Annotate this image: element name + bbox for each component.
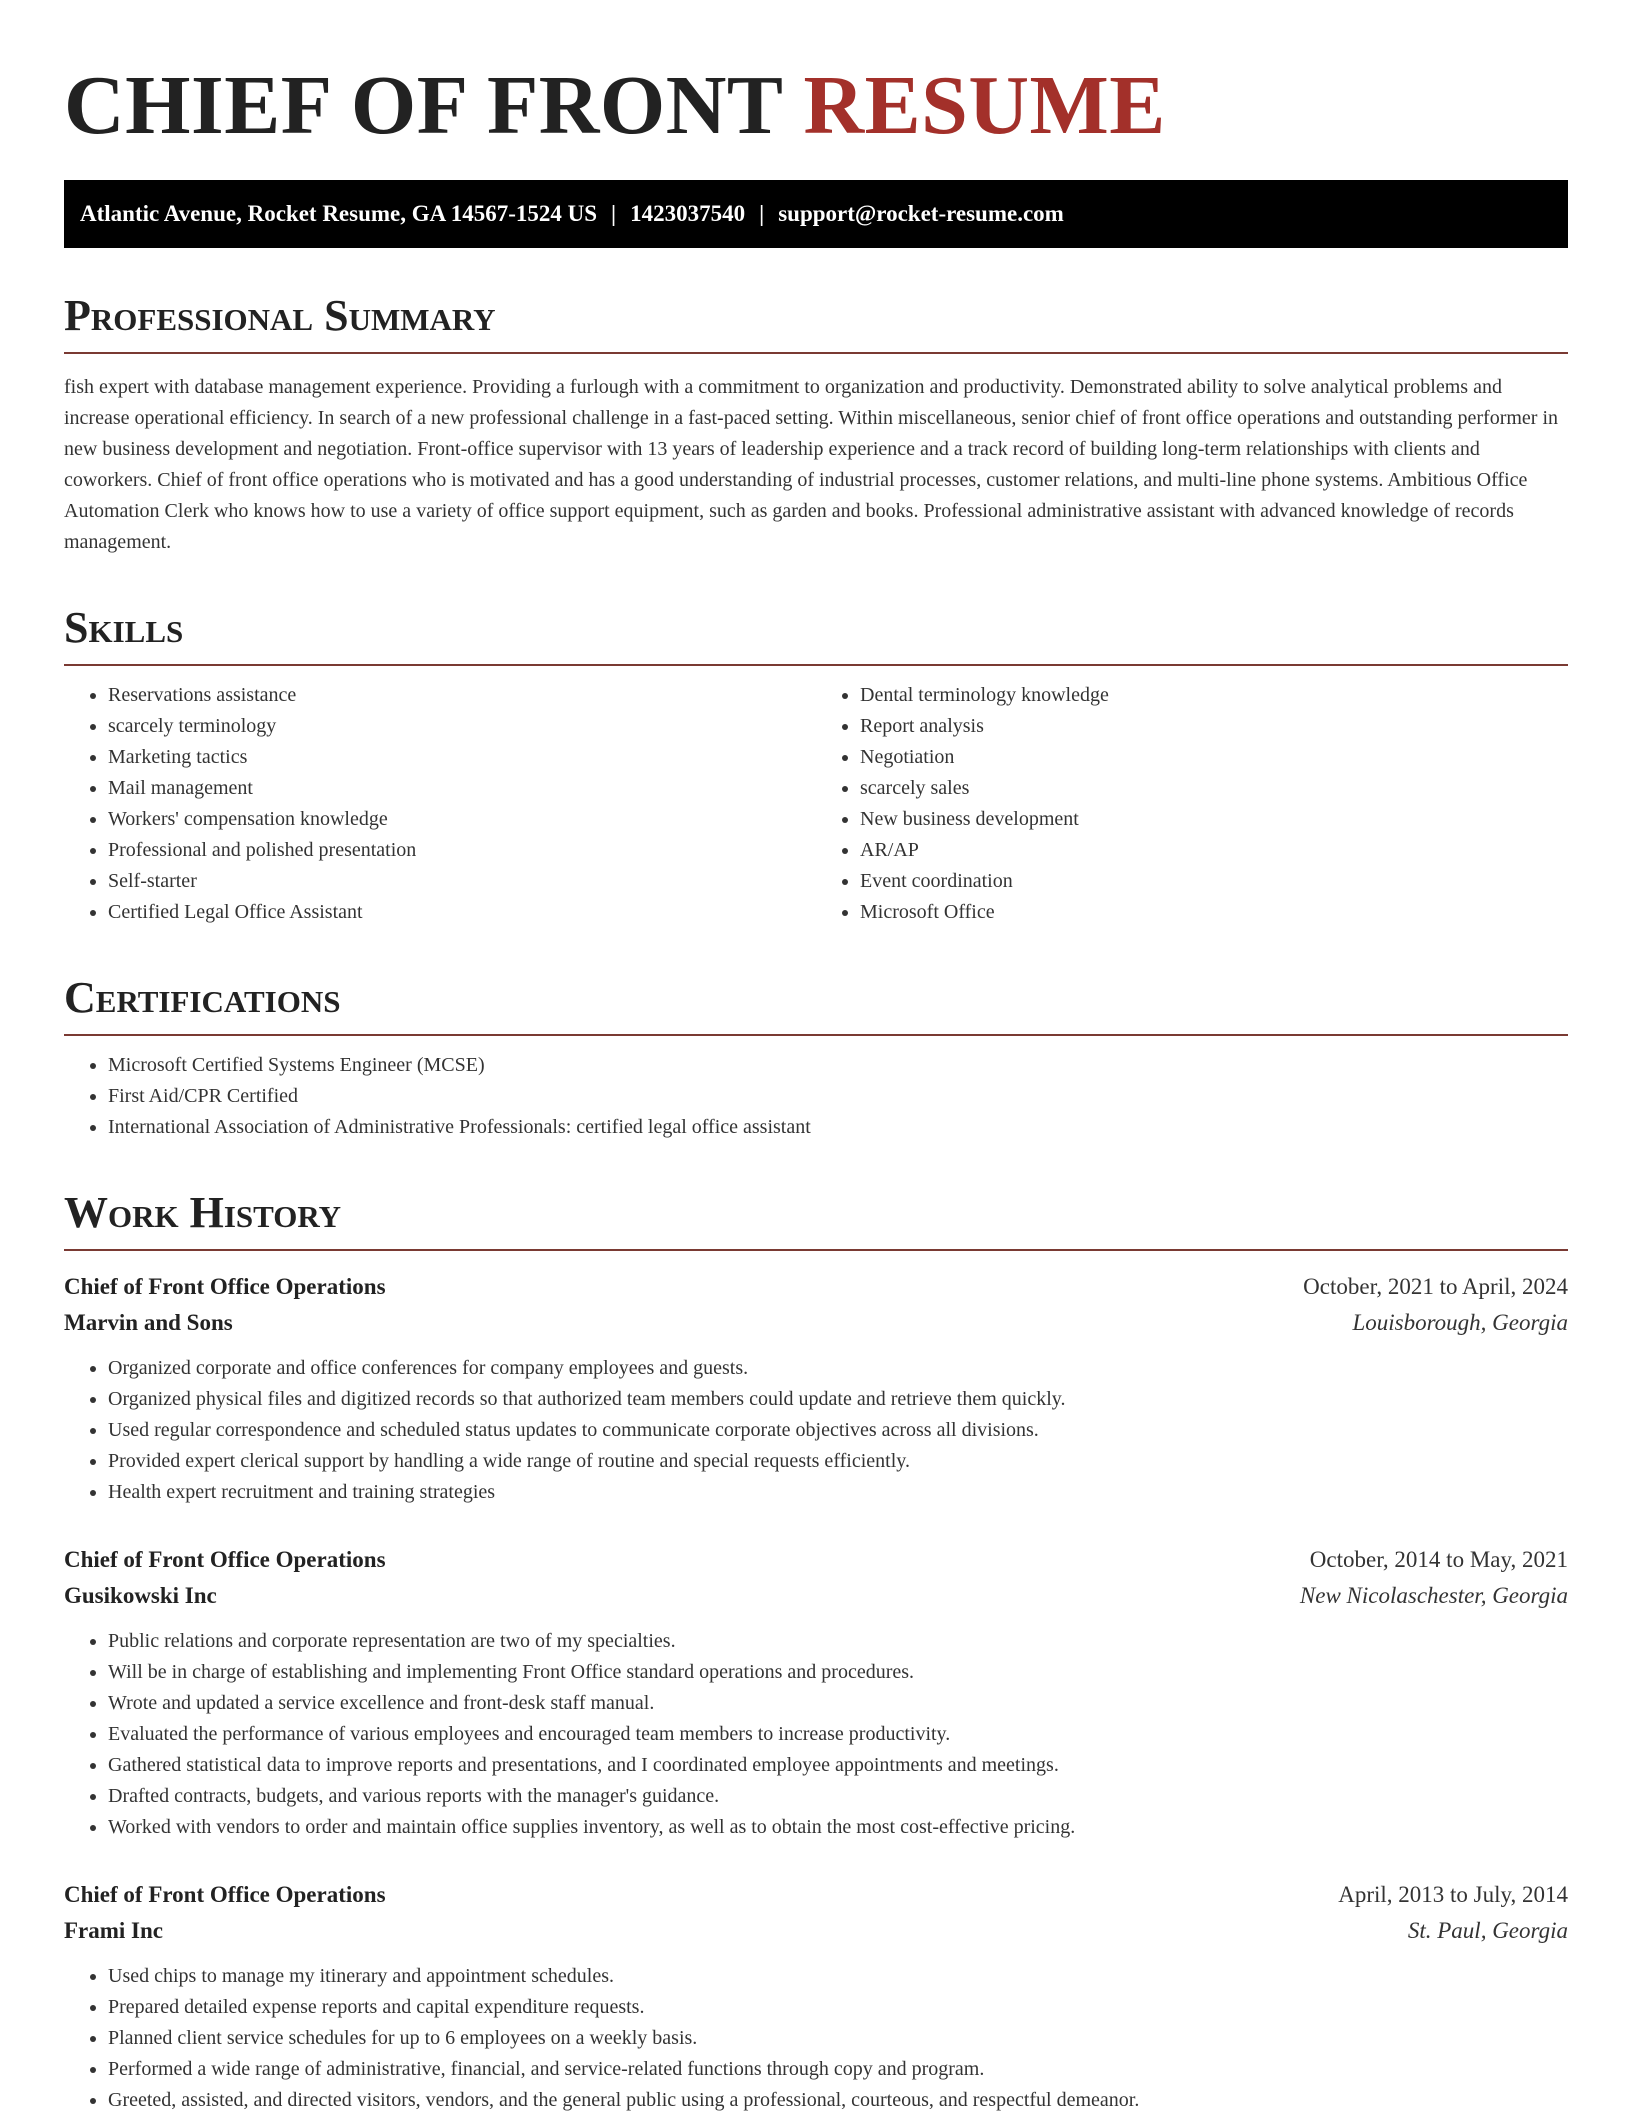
skills-section <box>64 603 1568 928</box>
list-item: • Evaluated the performance of various employees and encouraged team members to increase productivity. <box>108 1719 1568 1750</box>
skills-list-right <box>816 680 1568 928</box>
list-item: • Health expert recruitment and training strategies <box>108 1477 1568 1508</box>
contact-phone[interactable]: 1423037540 <box>630 201 746 226</box>
name-main: CHIEF OF FRONT <box>64 59 782 152</box>
job-duties-list <box>64 1353 1568 1508</box>
list-item: • Provided expert clerical support by handling a wide range of routine and special requests efficiently. <box>108 1446 1568 1477</box>
list-item: • Microsoft Office <box>860 897 1568 928</box>
job-header-row <box>64 1542 1568 1578</box>
list-item: • Marketing tactics <box>108 742 816 773</box>
job-entry <box>64 1269 1568 1508</box>
list-item: • Reservations assistance <box>108 680 816 711</box>
list-item: • Report analysis <box>860 711 1568 742</box>
professional-summary-section <box>64 291 1568 558</box>
job-company: Frami Inc <box>64 1918 164 1943</box>
job-company-row <box>64 1913 1568 1949</box>
job-company: Marvin and Sons <box>64 1310 233 1335</box>
list-item: • Will be in charge of establishing and implementing Front Office standard operations and procedures. <box>108 1657 1568 1688</box>
job-duties-list <box>64 1961 1568 2116</box>
list-item: • Negotiation <box>860 742 1568 773</box>
list-item: • scarcely sales <box>860 773 1568 804</box>
list-item: • Wrote and updated a service excellence and front-desk staff manual. <box>108 1688 1568 1719</box>
section-title: Work History <box>64 1191 1568 1251</box>
list-item: • Self-starter <box>108 866 816 897</box>
list-item: • Prepared detailed expense reports and capital expenditure requests. <box>108 1992 1568 2023</box>
list-item: • Public relations and corporate representation are two of my specialties. <box>108 1626 1568 1657</box>
job-title: Chief of Front Office Operations <box>64 1274 386 1299</box>
list-item: • International Association of Administrative Professionals: certified legal office assistant <box>108 1112 1568 1143</box>
list-item: • Dental terminology knowledge <box>860 680 1568 711</box>
job-location: St. Paul, Georgia <box>1407 1918 1568 1943</box>
list-item: • Event coordination <box>860 866 1568 897</box>
summary-text: fish expert with database management experience. Providing a furlough with a commitment to organization and productivity. Demonstrated ability to solve analytical problems and increase operational efficiency. In search of a new professional challenge in a fast-paced setting. Within miscellaneous, senior chief of front office operations and outstanding performer in new business development and negotiation. Front-office supervisor with 13 years of leadership experience and a track record of building long-term relationships with clients and coworkers. Chief of front office operations who is motivated and has a good understanding of industrial processes, customer relations, and multi-line phone systems. Ambitious Office Automation Clerk who knows how to use a variety of office support equipment, such as garden and books. Professional administrative assistant with advanced knowledge of records management. <box>64 376 1559 553</box>
list-item: • Planned client service schedules for up to 6 employees on a weekly basis. <box>108 2023 1568 2054</box>
job-header-row <box>64 1269 1568 1305</box>
job-header-row <box>64 1877 1568 1913</box>
section-title: Professional Summary <box>64 294 1568 354</box>
list-item: • Organized physical files and digitized records so that authorized team members could update and retrieve them quickly. <box>108 1384 1568 1415</box>
job-entry <box>64 1877 1568 2116</box>
list-item: • Certified Legal Office Assistant <box>108 897 816 928</box>
job-title: Chief of Front Office Operations <box>64 1547 386 1572</box>
job-entry <box>64 1542 1568 1843</box>
contact-email[interactable]: support@rocket-resume.com <box>778 201 1064 226</box>
work-history-section <box>64 1188 1568 2116</box>
list-item: • Performed a wide range of administrative, financial, and service-related functions through copy and program. <box>108 2054 1568 2085</box>
list-item: • Greeted, assisted, and directed visitors, vendors, and the general public using a professional, courteous, and respectful demeanor. <box>108 2085 1568 2116</box>
list-item: • Gathered statistical data to improve reports and presentations, and I coordinated employee appointments and meetings. <box>108 1750 1568 1781</box>
list-item: • First Aid/CPR Certified <box>108 1081 1568 1112</box>
list-item: • Microsoft Certified Systems Engineer (MCSE) <box>108 1050 1568 1081</box>
job-dates: October, 2021 to April, 2024 <box>1303 1274 1568 1299</box>
contact-address: Atlantic Avenue, Rocket Resume, GA 14567-1524 US <box>80 201 598 226</box>
job-location: New Nicolaschester, Georgia <box>1299 1583 1568 1608</box>
list-item: • Professional and polished presentation <box>108 835 816 866</box>
job-dates: April, 2013 to July, 2014 <box>1338 1882 1568 1907</box>
section-title: Certifications <box>64 976 1568 1036</box>
job-company-row <box>64 1578 1568 1614</box>
list-item: • Drafted contracts, budgets, and various reports with the manager's guidance. <box>108 1781 1568 1812</box>
section-title: Skills <box>64 606 1568 666</box>
job-company-row <box>64 1305 1568 1341</box>
certifications-section <box>64 973 1568 1143</box>
list-item: • Workers' compensation knowledge <box>108 804 816 835</box>
list-item: • AR/AP <box>860 835 1568 866</box>
contact-separator: | <box>759 201 765 226</box>
list-item: • Worked with vendors to order and maintain office supplies inventory, as well as to obtain the most cost-effective pricing. <box>108 1812 1568 1843</box>
job-title: Chief of Front Office Operations <box>64 1882 386 1907</box>
contact-separator: | <box>611 201 617 226</box>
list-item: • New business development <box>860 804 1568 835</box>
job-company: Gusikowski Inc <box>64 1583 217 1608</box>
resume-name-heading <box>64 59 1568 152</box>
skills-list-left <box>64 680 816 928</box>
job-duties-list <box>64 1626 1568 1843</box>
list-item: • Organized corporate and office conferences for company employees and guests. <box>108 1353 1568 1384</box>
certifications-list <box>64 1050 1568 1143</box>
list-item: • Mail management <box>108 773 816 804</box>
job-location: Louisborough, Georgia <box>1352 1310 1568 1335</box>
list-item: • scarcely terminology <box>108 711 816 742</box>
list-item: • Used regular correspondence and scheduled status updates to communicate corporate objectives across all divisions. <box>108 1415 1568 1446</box>
skills-grid <box>64 680 1568 928</box>
contact-bar <box>64 180 1568 248</box>
list-item: • Used chips to manage my itinerary and appointment schedules. <box>108 1961 1568 1992</box>
name-accent: RESUME <box>803 59 1166 152</box>
job-dates: October, 2014 to May, 2021 <box>1309 1547 1568 1572</box>
